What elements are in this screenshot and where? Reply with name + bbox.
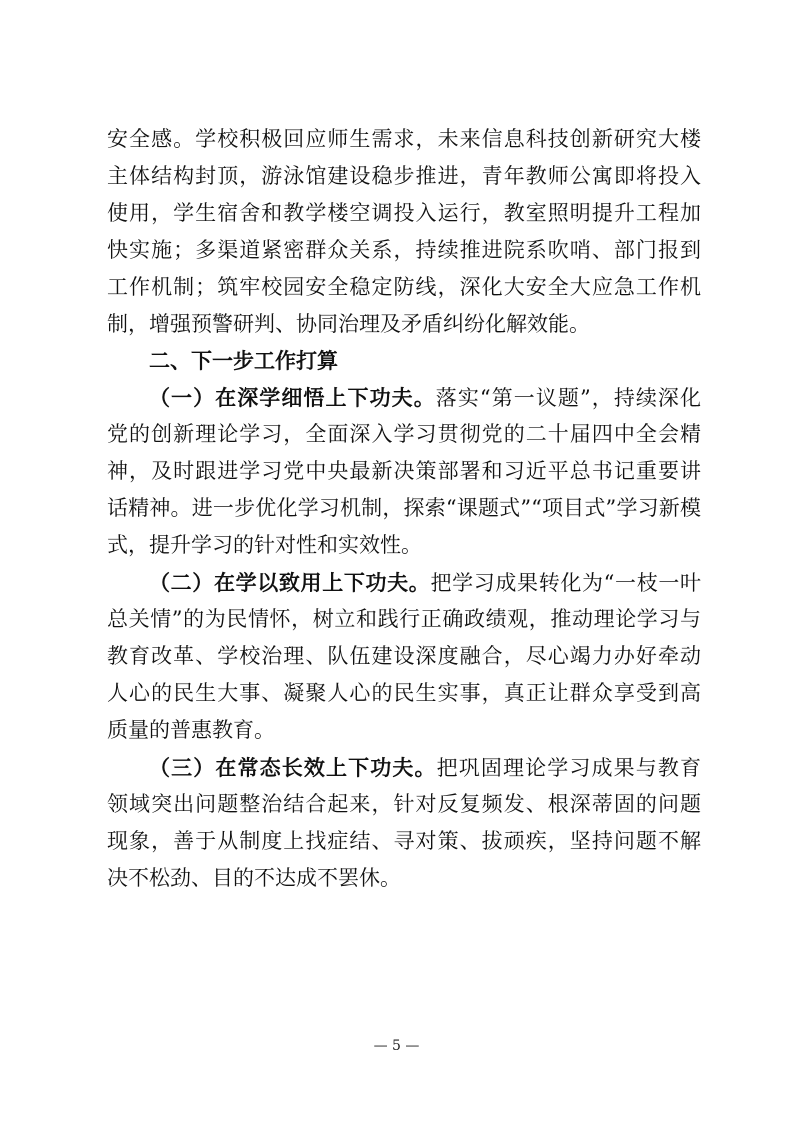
text-line: 主体结构封顶，游泳馆建设稳步推进，青年教师公寓即将投入 (107, 164, 701, 188)
section-heading: 二、下一步工作打算 (149, 349, 338, 373)
text-segment: 把巩固理论学习成果与教育 (436, 756, 701, 780)
page-number: — 5 — (373, 1038, 420, 1054)
text-line: 质量的普惠教育。 (107, 718, 275, 742)
text-line: 式，提升学习的针对性和实效性。 (107, 533, 422, 557)
text-line: 制，增强预警研判、协同治理及矛盾纠纷化解效能。 (107, 312, 590, 336)
text-line: 领域突出问题整治结合起来，针对反复频发、根深蒂固的问题 (107, 792, 701, 816)
text-line: 党的创新理论学习，全面深入学习贯彻党的二十届四中全会精 (107, 422, 701, 446)
text-line: 安全感。学校积极回应师生需求，未来信息科技创新研究大楼 (107, 127, 701, 151)
paragraph-1 (107, 379, 701, 564)
paragraph-lead: （二）在学以致用上下功夫。 (149, 570, 431, 595)
intro-paragraph (107, 121, 701, 343)
text-segment: 落实“第一议题”，持续深化 (435, 386, 701, 410)
paragraph-2 (107, 564, 701, 749)
text-line: 使用，学生宿舍和教学楼空调投入运行，教室照明提升工程加 (107, 201, 701, 225)
text-line: 总关情”的为民情怀，树立和践行正确政绩观，推动理论学习与 (107, 607, 701, 631)
text-line (107, 379, 701, 416)
text-line: 人心的民生大事、凝聚人心的民生实事，真正让群众享受到高 (107, 681, 701, 705)
text-line: 神，及时跟进学习党中央最新决策部署和习近平总书记重要讲 (107, 459, 701, 483)
text-line: 决不松劲、目的不达成不罢休。 (107, 866, 401, 890)
paragraph-lead: （一）在深学细悟上下功夫。 (149, 385, 436, 410)
document-body (107, 121, 701, 897)
text-line: 工作机制；筑牢校园安全稳定防线，深化大安全大应急工作机 (107, 275, 701, 299)
paragraph-lead: （三）在常态长效上下功夫。 (149, 755, 437, 780)
text-line (107, 564, 701, 601)
paragraph-3 (107, 749, 701, 897)
text-line: 话精神。进一步优化学习机制，探索“课题式”“项目式”学习新模 (107, 496, 701, 520)
text-line: 现象，善于从制度上找症结、寻对策、拔顽疾，坚持问题不解 (107, 829, 701, 853)
text-line: 快实施；多渠道紧密群众关系，持续推进院系吹哨、部门报到 (107, 238, 701, 262)
text-segment: 把学习成果转化为“一枝一叶 (430, 571, 701, 595)
text-line: 教育改革、学校治理、队伍建设深度融合，尽心竭力办好牵动 (107, 644, 701, 668)
text-line (107, 749, 701, 786)
